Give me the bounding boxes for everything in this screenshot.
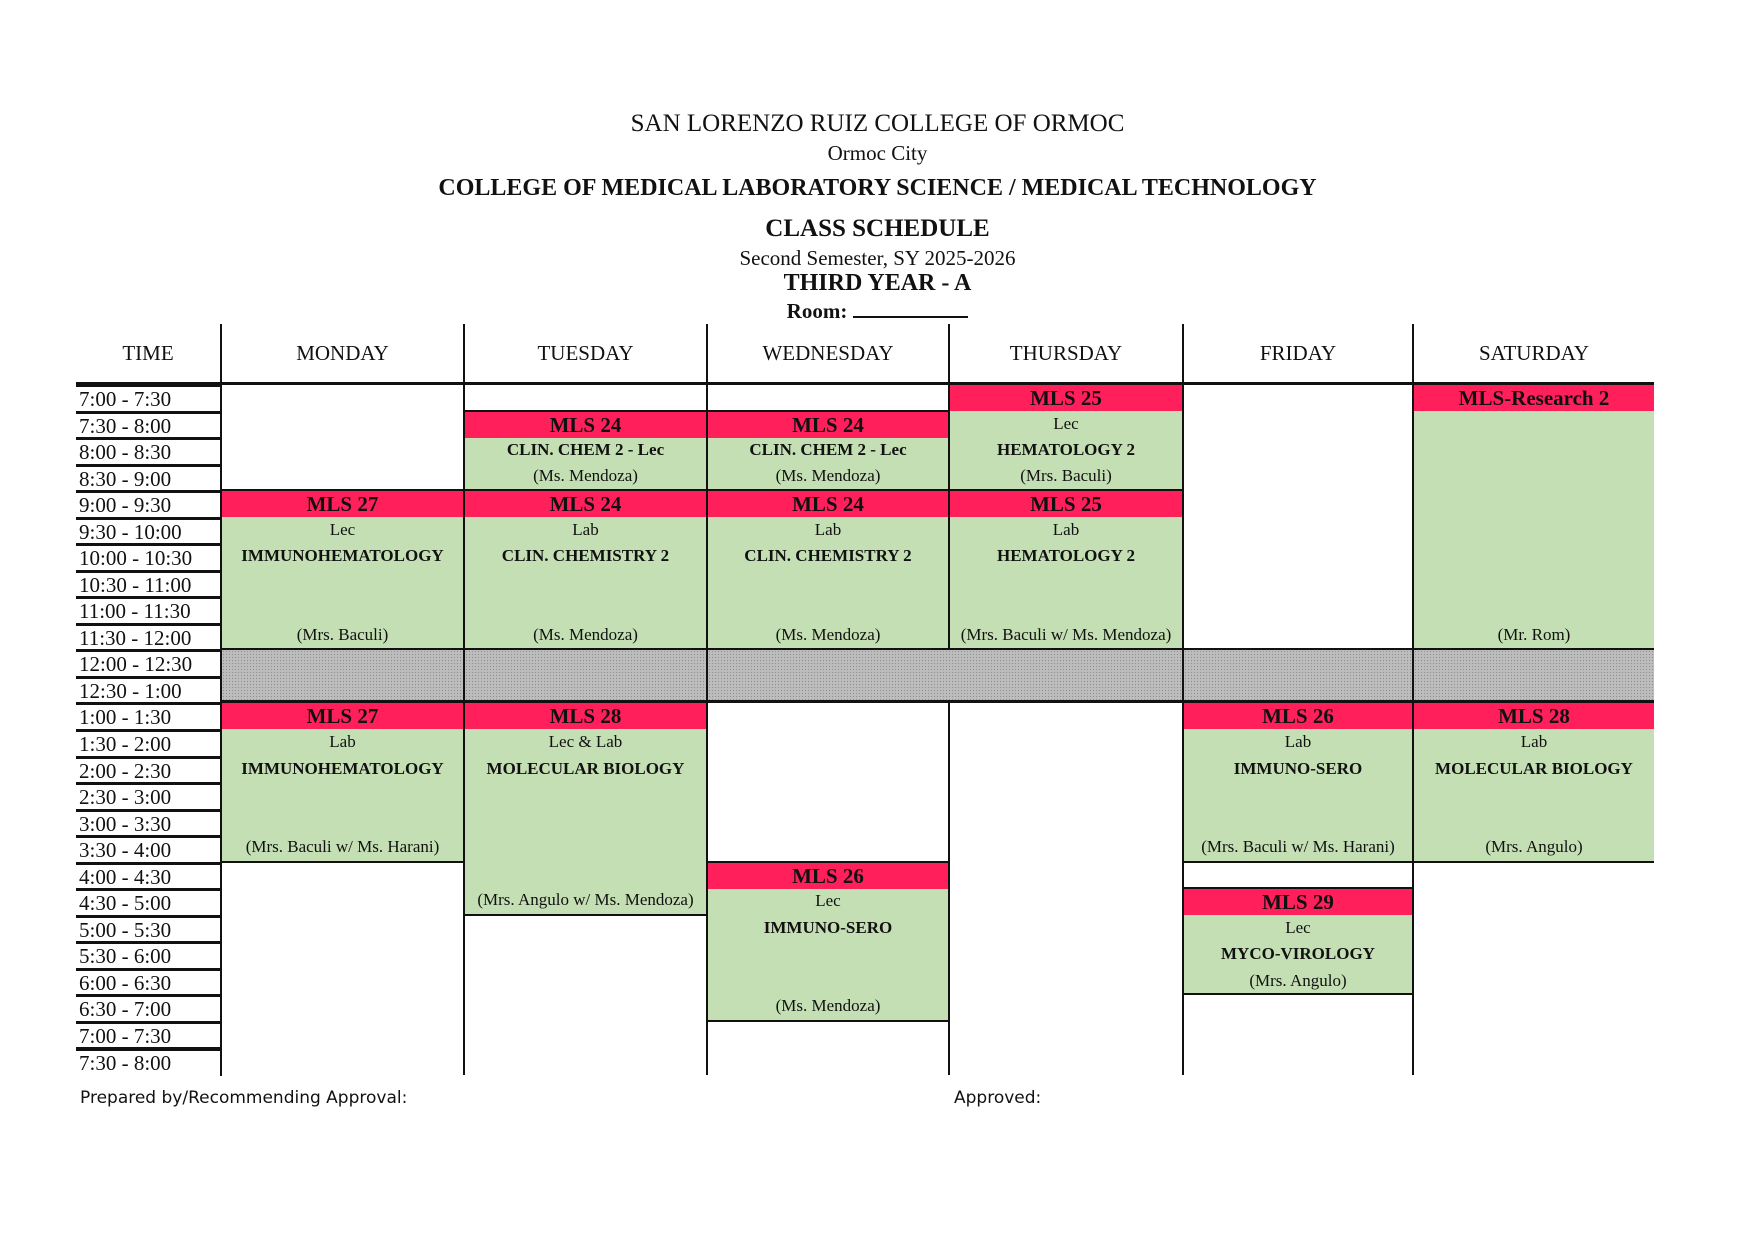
subject-name: CLIN. CHEM 2 - Lec xyxy=(506,440,665,460)
course-code: MLS 28 xyxy=(465,703,706,729)
course-code: MLS 24 xyxy=(465,491,706,517)
time-slot: 9:30 - 10:00 xyxy=(76,518,222,546)
class-block[interactable] xyxy=(222,491,465,650)
empty-slot xyxy=(708,385,950,412)
time-slot: 3:30 - 4:00 xyxy=(76,836,222,864)
empty-slot xyxy=(1184,995,1414,1075)
subject-name: MOLECULAR BIOLOGY xyxy=(486,758,685,778)
empty-slot xyxy=(950,703,1184,1075)
column-header-wednesday: WEDNESDAY xyxy=(708,324,950,385)
instructor: (Mrs. Baculi w/ Ms. Mendoza) xyxy=(960,624,1172,644)
college-name: COLLEGE OF MEDICAL LABORATORY SCIENCE / MEDICAL TECHNOLOGY xyxy=(438,175,1317,201)
empty-slot xyxy=(708,1022,950,1075)
subject-name: HEMATOLOGY 2 xyxy=(996,546,1136,566)
class-block[interactable] xyxy=(465,412,708,492)
year-section: THIRD YEAR - A xyxy=(783,270,972,296)
class-type: Lab xyxy=(1052,519,1080,539)
room-label: Room: xyxy=(786,299,848,323)
class-type: Lec & Lab xyxy=(548,732,623,751)
school-name: SAN LORENZO RUIZ COLLEGE OF ORMOC xyxy=(630,110,1125,137)
lunch-break xyxy=(222,650,465,703)
course-code: MLS 24 xyxy=(708,412,948,438)
class-type: Lab xyxy=(1520,732,1548,751)
course-code: MLS 27 xyxy=(222,491,463,517)
class-type: Lec xyxy=(329,519,356,539)
empty-slot xyxy=(465,916,708,1075)
empty-slot xyxy=(1184,385,1414,650)
course-code: MLS 26 xyxy=(708,863,948,889)
school-city: Ormoc City xyxy=(827,141,928,165)
schedule-table xyxy=(76,324,1654,1075)
instructor: (Mrs. Baculi) xyxy=(1020,465,1112,485)
time-slot: 4:00 - 4:30 xyxy=(76,863,222,891)
time-slot: 8:30 - 9:00 xyxy=(76,465,222,493)
class-type: Lab xyxy=(1284,732,1312,751)
time-slot: 5:30 - 6:00 xyxy=(76,942,222,970)
subject-name: CLIN. CHEMISTRY 2 xyxy=(744,546,912,566)
time-slot: 10:30 - 11:00 xyxy=(76,571,222,599)
document-title: CLASS SCHEDULE xyxy=(765,215,990,242)
instructor: (Mrs. Baculi) xyxy=(296,624,389,644)
time-slot: 6:00 - 6:30 xyxy=(76,969,222,997)
subject-name: IMMUNOHEMATOLOGY xyxy=(241,758,444,778)
class-block[interactable] xyxy=(465,491,708,650)
empty-slot xyxy=(465,385,708,412)
time-slot: 4:30 - 5:00 xyxy=(76,889,222,917)
class-type: Lec xyxy=(815,891,841,911)
class-block[interactable] xyxy=(222,703,465,862)
instructor: (Ms. Mendoza) xyxy=(775,624,881,644)
time-slot: 7:00 - 7:30 xyxy=(76,1022,222,1050)
empty-slot xyxy=(222,385,465,491)
time-slot: 2:00 - 2:30 xyxy=(76,757,222,785)
course-code: MLS-Research 2 xyxy=(1414,385,1654,411)
time-slot: 7:00 - 7:30 xyxy=(76,385,222,413)
column-header-monday: MONDAY xyxy=(222,324,465,385)
lunch-break xyxy=(708,650,1184,703)
column-header-time: TIME xyxy=(76,324,222,385)
room-field xyxy=(0,298,1755,324)
course-code: MLS 27 xyxy=(222,703,463,729)
empty-slot xyxy=(1414,863,1654,1075)
approved-label: Approved: xyxy=(954,1088,1042,1108)
empty-slot xyxy=(222,863,465,1075)
course-code: MLS 26 xyxy=(1184,703,1412,729)
class-block[interactable] xyxy=(1414,703,1654,862)
subject-name: MOLECULAR BIOLOGY xyxy=(1435,758,1633,778)
room-blank xyxy=(853,298,968,318)
instructor: (Mrs. Angulo) xyxy=(1485,837,1583,857)
instructor: (Ms. Mendoza) xyxy=(533,624,638,644)
course-code: MLS 29 xyxy=(1184,889,1412,915)
instructor: (Mrs. Angulo) xyxy=(1249,970,1347,990)
instructor: (Mrs. Baculi w/ Ms. Harani) xyxy=(245,837,440,857)
column-header-thursday: THURSDAY xyxy=(950,324,1184,385)
column-header-tuesday: TUESDAY xyxy=(465,324,708,385)
time-slot: 9:00 - 9:30 xyxy=(76,491,222,519)
time-slot: 8:00 - 8:30 xyxy=(76,438,222,466)
column-header-saturday: SATURDAY xyxy=(1414,324,1654,385)
course-code: MLS 25 xyxy=(950,385,1182,411)
class-block[interactable] xyxy=(708,491,950,650)
time-slot: 7:30 - 8:00 xyxy=(76,1049,222,1077)
time-slot: 11:00 - 11:30 xyxy=(76,597,222,625)
class-block[interactable] xyxy=(708,412,950,492)
time-slot: 1:00 - 1:30 xyxy=(76,703,222,731)
subject-name: IMMUNO-SERO xyxy=(763,917,893,937)
instructor: (Ms. Mendoza) xyxy=(533,465,638,485)
subject-name: IMMUNOHEMATOLOGY xyxy=(241,546,444,566)
subject-name: HEMATOLOGY 2 xyxy=(996,440,1136,460)
lunch-break xyxy=(1184,650,1414,703)
time-slot: 11:30 - 12:00 xyxy=(76,624,222,652)
empty-slot xyxy=(1184,863,1414,890)
class-block[interactable] xyxy=(1184,889,1414,995)
time-slot: 12:00 - 12:30 xyxy=(76,650,222,678)
class-block[interactable] xyxy=(950,491,1184,650)
subject-name: CLIN. CHEMISTRY 2 xyxy=(501,546,670,566)
class-type: Lec xyxy=(1053,413,1079,433)
course-code: MLS 25 xyxy=(950,491,1182,517)
instructor: (Mrs. Angulo w/ Ms. Mendoza) xyxy=(477,890,694,910)
instructor: (Mr. Rom) xyxy=(1497,624,1571,644)
instructor: (Ms. Mendoza) xyxy=(775,996,881,1016)
time-slot: 6:30 - 7:00 xyxy=(76,995,222,1023)
time-slot: 2:30 - 3:00 xyxy=(76,783,222,811)
subject-name: CLIN. CHEM 2 - Lec xyxy=(749,440,907,460)
class-block[interactable] xyxy=(950,385,1184,491)
time-slot: 7:30 - 8:00 xyxy=(76,412,222,440)
time-slot: 3:00 - 3:30 xyxy=(76,810,222,838)
time-slot: 10:00 - 10:30 xyxy=(76,544,222,572)
prepared-by-label: Prepared by/Recommending Approval: xyxy=(80,1088,408,1108)
course-code: MLS 28 xyxy=(1414,703,1654,729)
column-header-friday: FRIDAY xyxy=(1184,324,1414,385)
class-block[interactable] xyxy=(1414,385,1654,650)
class-type: Lec xyxy=(1285,917,1311,937)
instructor: (Ms. Mendoza) xyxy=(775,465,881,485)
course-code: MLS 24 xyxy=(465,412,706,438)
subject-name: IMMUNO-SERO xyxy=(1233,758,1363,778)
instructor: (Mrs. Baculi w/ Ms. Harani) xyxy=(1201,837,1395,857)
class-type: Lab xyxy=(329,732,356,751)
semester: Second Semester, SY 2025-2026 xyxy=(739,246,1016,270)
class-block[interactable] xyxy=(465,703,708,915)
time-slot: 5:00 - 5:30 xyxy=(76,916,222,944)
class-block[interactable] xyxy=(1184,703,1414,862)
time-slot: 12:30 - 1:00 xyxy=(76,677,222,705)
lunch-break xyxy=(1414,650,1654,703)
class-type: Lab xyxy=(814,519,842,539)
time-slot: 1:30 - 2:00 xyxy=(76,730,222,758)
class-block[interactable] xyxy=(708,863,950,1022)
subject-name: MYCO-VIROLOGY xyxy=(1221,944,1375,964)
class-type: Lab xyxy=(572,519,599,539)
course-code: MLS 24 xyxy=(708,491,948,517)
lunch-break xyxy=(465,650,708,703)
empty-slot xyxy=(708,703,950,862)
